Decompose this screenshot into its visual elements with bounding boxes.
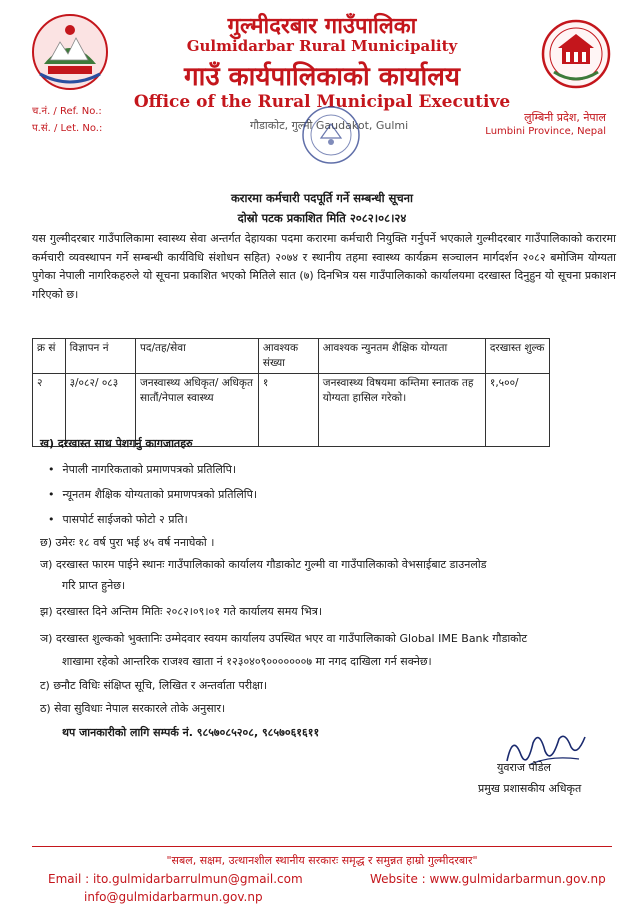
fee-payment-line-2: शाखामा रहेको आन्तरिक राजश्व खाता नं १२३०४०९०००००००७ मा नगद दाखिला गर्न सक्नेछ। — [62, 655, 432, 668]
notice-subtitle: दोस्रो पटक प्रकाशित मिति २०८२।०८।२४ — [237, 211, 407, 225]
col-fee: दरखास्त शुल्क — [485, 339, 549, 374]
col-advertisement-no: विज्ञापन नं — [65, 339, 135, 374]
selection-method: ट) छनौट विधिः संक्षिप्त सूचि, लिखित र अन्तर्वाता परीक्षा। — [40, 679, 267, 692]
contact-numbers: थप जानकारीको लागि सम्पर्क नं. ९८५७०८५२०८, ९८५७०६१६११ — [62, 726, 320, 739]
vacancy-table — [32, 338, 550, 447]
municipality-name-en: Gulmidarbar Rural Municipality — [186, 37, 458, 55]
col-qualification: आवश्यक न्युनतम शैक्षिक योग्यता — [318, 339, 485, 374]
notice-title: करारमा कर्मचारी पदपूर्ति गर्ने सम्बन्धी सूचना — [230, 191, 414, 205]
office-address: गौडाकोट, गुल्मी Gaudakot, Gulmi — [250, 119, 409, 132]
footer-divider — [32, 846, 612, 847]
signatory-designation: प्रमुख प्रशासकीय अधिकृत — [478, 782, 582, 795]
notice-body: यस गुल्मीदरबार गाउँपालिकामा स्वास्थ्य सेवा अन्तर्गत देहायका पदमा करारमा कर्मचारी नियुक्ति गर्नुपर्ने भएकाले गुल्मीदरबार गाउँपालिकाको करारमा कर्मचारी व्यवस्थापन गर्ने सम्बन्धी कार्यविधि संशोधन सहित) २०७४ र स्थानीय तहमा स्वास्थ्य कार्यक्रम सञ्चालन मार्गदर्शन २०८२ बमोजिम योग्यता पुगेका नेपाली नागरिकहरुले यो सूचना प्रकाशित भएको मितिले सात (७) दिनभित्र यस गाउँपालिकाको कार्यालयमा दरखास्त दिनुहुन यो सूचना प्रकाशन गरिएको छ। — [32, 232, 616, 301]
signatory-name: युवराज पौडेल — [497, 761, 551, 774]
list-item: • पासपोर्ट साईजको फोटो २ प्रति। — [48, 512, 188, 527]
col-required-number: आवश्यक संख्या — [258, 339, 318, 374]
age-requirement: छ) उमेरः १८ वर्ष पुरा भई ४५ वर्ष ननाघेको । — [40, 536, 215, 549]
province-np: लुम्बिनी प्रदेश, नेपाल — [524, 111, 606, 124]
office-name-en: Office of the Rural Municipal Executive — [133, 92, 511, 112]
office-seal-stamp — [300, 104, 362, 166]
cell-post: जनस्वास्थ्य अधिकृत/ अधिकृत सातौं/नेपाल स्वास्थ्य — [135, 374, 258, 447]
form-place-line-1: ज) दरखास्त फारम पाईने स्थानः गाउँपालिकाको कार्यालय गौडाकोट गुल्मी वा गाउँपालिकाको वेभसाईबाट डाउनलोड — [40, 558, 487, 571]
footer-email-1[interactable]: Email : ito.gulmidarbarrulmun@gmail.com — [48, 872, 303, 886]
letter-number-label: प.सं. / Let. No.: — [32, 123, 103, 134]
fee-payment-line-1: ञ) दरखास्त शुल्कको भुक्तानिः उम्मेदवार स्वयम कार्यालय उपस्थित भएर वा गाउँपालिकाको Global IME Bank गौडाकोट — [40, 632, 528, 645]
table-header-row — [33, 339, 550, 374]
cell-serial: २ — [33, 374, 66, 447]
cell-required-number: १ — [258, 374, 318, 447]
cell-fee: १,५००/ — [485, 374, 549, 447]
service-facility: ठ) सेवा सुविधाः नेपाल सरकारले तोके अनुसार। — [40, 702, 226, 715]
list-item: • नेपाली नागरिकताको प्रमाणपत्रको प्रतिलिपि। — [48, 462, 236, 477]
footer-website[interactable]: Website : www.gulmidarbarmun.gov.np — [370, 872, 606, 886]
municipality-name-np: गुल्मीदरबार गाउँपालिका — [227, 14, 417, 39]
footer-email-2[interactable]: info@gulmidarbarmun.gov.np — [84, 890, 263, 904]
form-place-line-2: गरि प्राप्त हुनेछ। — [62, 579, 126, 592]
province-en: Lumbini Province, Nepal — [485, 126, 606, 137]
cell-advertisement-no: ३/०८२/ ०८३ — [65, 374, 135, 447]
docs-heading: ख) दरखास्त साथ पेशगर्नु कागजातहरु — [40, 437, 193, 450]
ref-number-label: च.नं. / Ref. No.: — [32, 106, 102, 117]
footer-slogan: "सबल, सक्षम, उत्थानशील स्थानीय सरकारः समृद्ध र समुन्नत हाम्रो गुल्मीदरबार" — [166, 854, 478, 867]
application-deadline: झ) दरखास्त दिने अन्तिम मितिः २०८२।०९।०१ गते कार्यालय समय भित्र। — [40, 605, 323, 618]
cell-qualification: जनस्वास्थ्य विषयमा कम्तिमा स्नातक तह योग्यता हासिल गरेको। — [318, 374, 485, 447]
list-item: • न्यूनतम शैक्षिक योग्यताको प्रमाणपत्रको प्रतिलिपि। — [48, 487, 257, 502]
col-serial: क्र सं — [33, 339, 66, 374]
col-post: पद/तह/सेवा — [135, 339, 258, 374]
office-name-np: गाउँ कार्यपालिकाको कार्यालय — [184, 62, 460, 92]
